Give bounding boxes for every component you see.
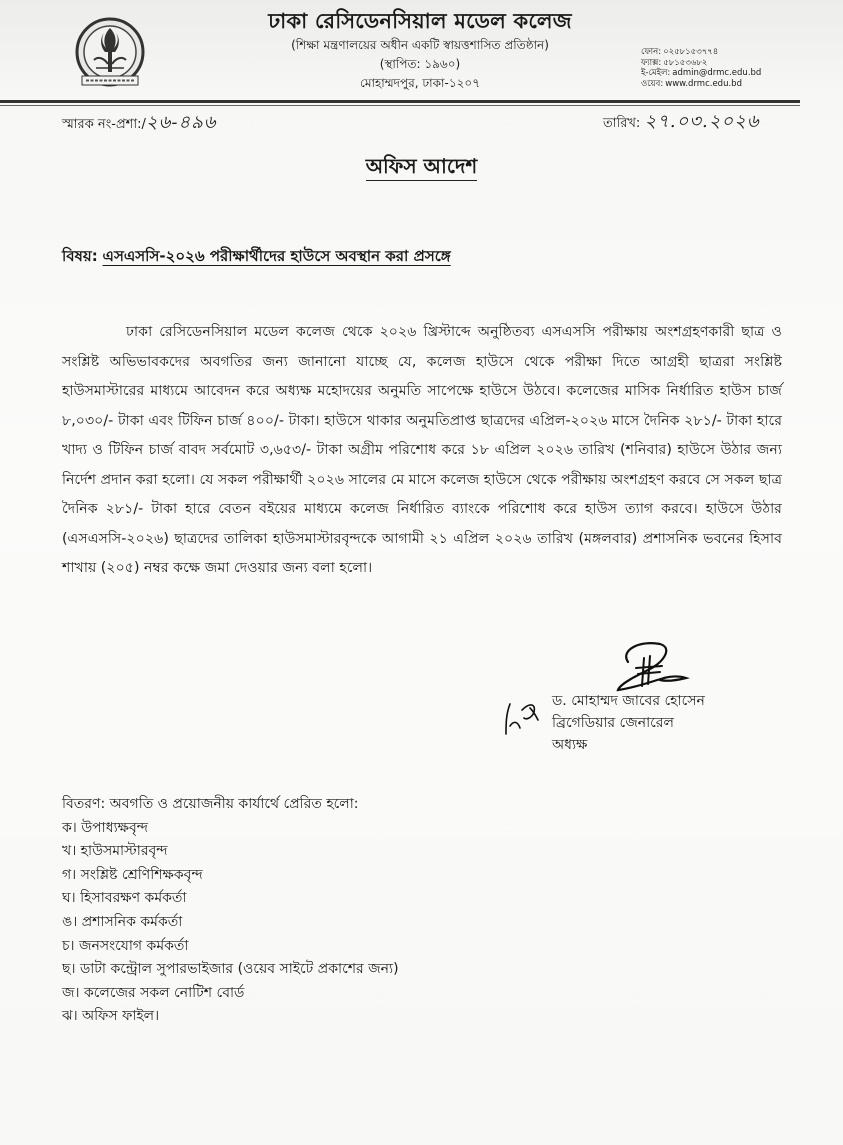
header-divider-thick: [0, 100, 800, 103]
contact-info: [641, 47, 761, 89]
recipient-list: [62, 817, 399, 1029]
recipient-item: ঘ। হিসাবরক্ষণ কর্মকর্তা: [62, 890, 187, 907]
recipient-item: ঝ। অফিস ফাইল।: [62, 1008, 160, 1025]
document-title: [0, 152, 843, 185]
memo-number: [62, 113, 216, 135]
distribution-list: [62, 793, 399, 1029]
letterhead: [200, 6, 640, 93]
phone-label: ফোন:: [641, 47, 662, 57]
recipient-item: জ। কলেজের সকল নোটিশ বোর্ড: [62, 984, 245, 1001]
signatory-designation: অধ্যক্ষ: [552, 737, 588, 753]
date-label: তারিখ:: [603, 116, 641, 131]
distribution-title: বিতরণ: অবগতি ও প্রয়োজনীয় কার্যার্থে প্রেরিত হলো:: [62, 796, 359, 812]
date-value: ২৭.০৩.২০২৬: [644, 111, 760, 132]
email-row: [641, 68, 761, 79]
college-address: মোহাম্মদপুর, ঢাকা-১২০৭: [359, 76, 481, 90]
memo-date: [603, 111, 760, 135]
email-address[interactable]: admin@drmc.edu.bd: [672, 68, 762, 78]
recipient-item: চ। জনসংযোগ কর্মকর্তা: [62, 937, 189, 954]
memo-label: স্মারক নং-প্রশা:/: [62, 117, 146, 132]
email-label: ই-মেইল:: [641, 68, 671, 78]
college-subtitle: (শিক্ষা মন্ত্রণালয়ের অধীন একটি স্বায়ত্তশাসিত প্রতিষ্ঠান): [291, 38, 549, 52]
recipient-item: ক। উপাধ্যক্ষবৃন্দ: [62, 819, 148, 836]
subject-line: [62, 244, 451, 268]
college-crest-icon: [70, 14, 150, 94]
memo-value: ২৬-৪৯৬: [145, 112, 217, 133]
initial-signature-icon: [500, 696, 550, 736]
subject-text: এসএসসি-২০২৬ পরীক্ষার্থীদের হাউসে অবস্থান করা প্রসঙ্গে: [102, 247, 451, 265]
phone-number: ০২৫৮১৫৩৭৭৪: [663, 47, 719, 57]
order-body: ঢাকা রেসিডেনসিয়াল মডেল কলেজ থেকে ২০২৬ খ্রিস্টাব্দে অনুষ্ঠিতব্য এসএসসি পরীক্ষায় অংশগ্রহণকারী ছাত্র ও সংশ্লিষ্ট অভিভাবকদের অবগতির জন্য জানানো যাচ্ছে যে, কলেজ হাউসে থেকে পরীক্ষা দিতে আগ্রহী ছাত্ররা সংশ্লিষ্ট হাউসমাস্টারের মাধ্যমে আবেদন করে অধ্যক্ষ মহোদয়ের অনুমতি সাপেক্ষে হাউসে উঠবে। কলেজের মাসিক নির্ধারিত হাউস চার্জ ৮,০৩০/- টাকা এবং টিফিন চার্জ ৪০০/- টাকা। হাউসে থাকার অনুমতিপ্রাপ্ত ছাত্রদের এপ্রিল-২০২৬ মাসে দৈনিক ২৮১/- টাকা হারে খাদ্য ও টিফিন চার্জ বাবদ সর্বমোট ৩,৬৫৩/- টাকা অগ্রীম পরিশোধ করে ১৮ এপ্রিল ২০২৬ তারিখ (শনিবার) হাউসে উঠার জন্য নির্দেশ প্রদান করা হলো। যে সকল পরীক্ষার্থী ২০২৬ সালের মে মাসে কলেজ হাউসে থেকে পরীক্ষায় অংশগ্রহণ করবে সে সকল ছাত্র দৈনিক ২৮১/- টাকা হারে বেতন বইয়ের মাধ্যমে কলেজ নির্ধারিত ব্যাংকে পরিশোধ করে হাউস ত্যাগ করবে। হাউসে উঠার (এসএসসি-২০২৬) ছাত্রদের তালিকা হাউসমাস্টারবৃন্দকে আগামী ২১ এপ্রিল ২০২৬ তারিখ (মঙ্গলবার) প্রশাসনিক ভবনের হিসাব শাখায় (২০৫) নম্বর কক্ষে জমা দেওয়ার জন্য বলা হলো।: [62, 324, 782, 576]
college-name: ঢাকা রেসিডেনসিয়াল মডেল কলেজ: [268, 9, 572, 33]
header-divider-thin: [0, 105, 800, 106]
signature-icon: [590, 638, 700, 698]
web-label: ওয়েব:: [641, 78, 664, 89]
recipient-item: গ। সংশ্লিষ্ট শ্রেণিশিক্ষকবৃন্দ: [62, 866, 203, 883]
signatory-rank: ব্রিগেডিয়ার জেনারেল: [552, 715, 674, 731]
subject-label: বিষয়:: [62, 247, 98, 265]
signatory-block: [552, 690, 705, 756]
signatory-name: ড. মোহাম্মদ জাবের হোসেন: [552, 693, 705, 709]
fax-number: ৫৮১৫৩৬৮২: [663, 57, 708, 68]
fax-label: ফ্যাক্স:: [641, 57, 662, 68]
web-row: [641, 79, 761, 90]
recipient-item: ছ। ডাটা কন্ট্রোল সুপারভাইজার (ওয়েব সাইটে প্রকাশের জন্য): [62, 961, 399, 978]
recipient-item: ঙ। প্রশাসনিক কর্মকর্তা: [62, 913, 183, 930]
fax-row: [641, 58, 761, 69]
phone-row: [641, 47, 761, 58]
title-text: অফিস আদেশ: [366, 154, 478, 181]
website-link[interactable]: www.drmc.edu.bd: [665, 78, 742, 89]
established-year: (স্থাপিত: ১৯৬০): [379, 57, 461, 71]
recipient-item: খ। হাউসমাস্টারবৃন্দ: [62, 843, 168, 860]
